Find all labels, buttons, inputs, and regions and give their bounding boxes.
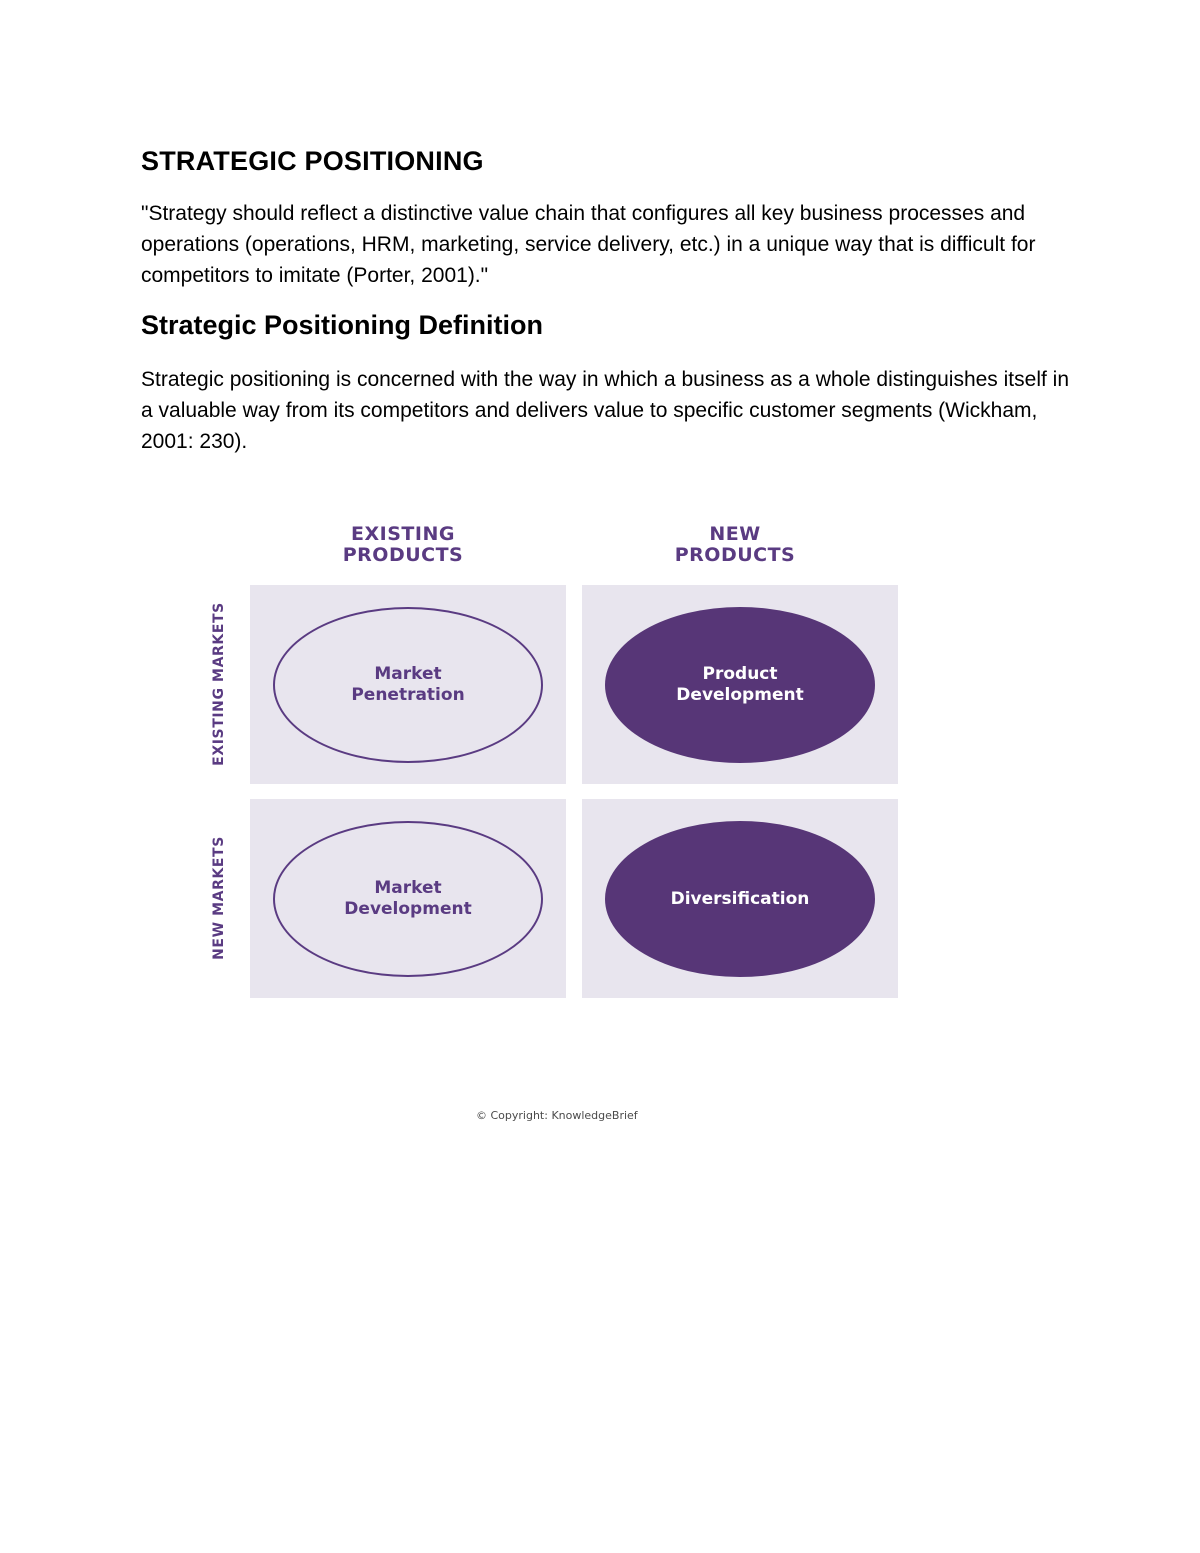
cell-product-development	[582, 585, 898, 784]
ellipse-label-line: Product	[702, 664, 778, 684]
ellipse-label	[676, 664, 803, 706]
column-header-line: EXISTING	[351, 523, 455, 545]
column-header-line: NEW	[709, 523, 761, 545]
ellipse-label-line: Development	[344, 899, 472, 919]
ellipse-label-line: Development	[676, 685, 804, 705]
ellipse-label	[351, 664, 464, 706]
column-header-existing-products	[303, 524, 503, 566]
ellipse-market-penetration	[273, 607, 543, 763]
ellipse-market-development	[273, 821, 543, 977]
ellipse-label-line: Penetration	[351, 685, 465, 705]
row-header-new-markets: NEW MARKETS	[211, 836, 227, 960]
ellipse-label-line: Market	[374, 664, 442, 684]
cell-diversification	[582, 799, 898, 998]
ellipse-label	[671, 889, 810, 910]
ellipse-label	[344, 878, 471, 920]
page-title: STRATEGIC POSITIONING	[141, 146, 484, 176]
column-header-line: PRODUCTS	[674, 544, 796, 566]
column-header-line: PRODUCTS	[342, 544, 464, 566]
copyright-note: © Copyright: KnowledgeBrief	[476, 1109, 638, 1122]
row-header-existing-markets: EXISTING MARKETS	[211, 602, 227, 766]
column-header-new-products	[635, 524, 835, 566]
ellipse-product-development	[605, 607, 875, 763]
ellipse-label-line: Market	[374, 878, 442, 898]
ellipse-label-line: Diversification	[670, 888, 810, 909]
ellipse-diversification	[605, 821, 875, 977]
cell-market-penetration	[250, 585, 566, 784]
definition-paragraph: Strategic positioning is concerned with the way in which a business as a whole distinguishes itself in a valuable way from its competitors and delivers value to specific customer segments (Wickham, 2001: 230).	[141, 368, 1069, 453]
section-heading: Strategic Positioning Definition	[141, 310, 544, 340]
cell-market-development	[250, 799, 566, 998]
porter-quote: "Strategy should reflect a distinctive value chain that configures all key business processes and operations (operations, HRM, marketing, service delivery, etc.) in a unique way that is difficult for competitors to imitate (Porter, 2001)."	[141, 202, 1036, 287]
